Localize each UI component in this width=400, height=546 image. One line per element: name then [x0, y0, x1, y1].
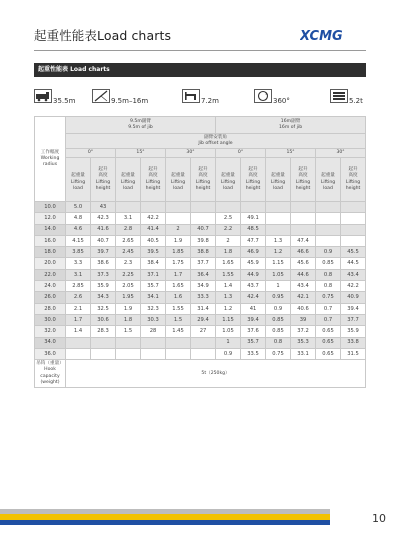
height-cell: 46.6 — [291, 247, 316, 258]
height-cell: 41.4 — [141, 224, 166, 235]
angle-header: 30° — [166, 149, 216, 158]
height-cell — [191, 348, 216, 359]
load-cell: 1.3 — [216, 292, 241, 303]
load-cell — [116, 348, 141, 359]
load-cell: 1.8 — [216, 247, 241, 258]
load-cell: 2 — [166, 224, 191, 235]
load-cell: 3.85 — [66, 247, 91, 258]
height-cell: 33.3 — [191, 292, 216, 303]
load-cell: 2.25 — [116, 269, 141, 280]
height-cell: 37.7 — [191, 258, 216, 269]
table-row — [35, 247, 366, 258]
load-cell: 1.05 — [216, 326, 241, 337]
load-cell: 0.95 — [266, 292, 291, 303]
load-cell: 1.6 — [166, 292, 191, 303]
height-cell: 46.9 — [241, 247, 266, 258]
load-cell: 0.9 — [216, 348, 241, 359]
height-cell — [341, 202, 366, 213]
height-cell: 49.1 — [241, 213, 266, 224]
load-cell — [266, 224, 291, 235]
load-cell: 0.85 — [316, 258, 341, 269]
outrigger-span-icon — [182, 89, 200, 103]
load-cell: 1.5 — [166, 314, 191, 325]
height-cell — [291, 224, 316, 235]
height-cell: 41.6 — [91, 224, 116, 235]
height-cell — [291, 213, 316, 224]
page-number: 10 — [372, 512, 386, 525]
load-cell: 0.75 — [266, 348, 291, 359]
table-row — [35, 213, 366, 224]
height-cell: 37.2 — [291, 326, 316, 337]
height-cell: 32.3 — [141, 303, 166, 314]
table-row — [35, 202, 366, 213]
height-cell: 35.7 — [141, 281, 166, 292]
load-cell: 1 — [216, 337, 241, 348]
load-cell: 1.4 — [216, 281, 241, 292]
height-cell: 45.5 — [341, 247, 366, 258]
height-cell: 43.4 — [291, 281, 316, 292]
height-cell: 44.5 — [341, 258, 366, 269]
load-cell: 1.7 — [166, 269, 191, 280]
table-row — [35, 326, 366, 337]
height-cell: 39 — [291, 314, 316, 325]
load-cell: 1.3 — [266, 235, 291, 246]
load-cell: 4.15 — [66, 235, 91, 246]
spec-value: 9.5m–16m — [111, 97, 149, 105]
height-cell: 33.1 — [291, 348, 316, 359]
height-cell: 42.2 — [341, 281, 366, 292]
height-cell: 36.4 — [191, 269, 216, 280]
lifting-load-header: 起重量 Lifting load — [166, 158, 191, 202]
height-cell: 40.7 — [191, 224, 216, 235]
counterweight-icon — [330, 89, 348, 103]
load-cell: 0.7 — [316, 303, 341, 314]
load-cell: 2.6 — [66, 292, 91, 303]
lifting-load-header: 起重量 Lifting load — [216, 158, 241, 202]
height-cell: 35.9 — [91, 281, 116, 292]
height-cell: 37.3 — [91, 269, 116, 280]
height-cell: 42.2 — [141, 213, 166, 224]
lifting-height-header: 起升 高度 Lifting height — [141, 158, 166, 202]
load-cell: 1.2 — [266, 247, 291, 258]
load-cell — [316, 213, 341, 224]
lifting-load-header: 起重量 Lifting load — [116, 158, 141, 202]
height-cell — [341, 224, 366, 235]
load-cell: 2.65 — [116, 235, 141, 246]
height-cell — [141, 202, 166, 213]
height-cell — [91, 348, 116, 359]
height-cell: 47.7 — [241, 235, 266, 246]
radius-cell: 34.0 — [35, 337, 66, 348]
load-cell: 1.95 — [116, 292, 141, 303]
load-cell — [66, 348, 91, 359]
angle-row — [35, 149, 366, 158]
radius-cell: 28.0 — [35, 303, 66, 314]
load-cell: 1 — [266, 281, 291, 292]
load-cell: 1.15 — [266, 258, 291, 269]
height-cell: 29.4 — [191, 314, 216, 325]
height-cell: 37.7 — [341, 314, 366, 325]
load-cell: 0.8 — [266, 337, 291, 348]
section-title: 起重性能表 Load charts — [38, 66, 110, 73]
hook-capacity-value: 5t（250kg） — [66, 360, 366, 388]
height-cell: 31.5 — [341, 348, 366, 359]
height-cell: 44.6 — [291, 269, 316, 280]
height-cell: 42.3 — [91, 213, 116, 224]
height-cell: 43.7 — [241, 281, 266, 292]
working-radius-header: 工作幅度 Working radius — [35, 117, 66, 202]
load-cell: 2.45 — [116, 247, 141, 258]
height-cell — [241, 202, 266, 213]
table-row — [35, 314, 366, 325]
footer-stripe-blue — [0, 520, 330, 525]
load-cell: 1.4 — [66, 326, 91, 337]
load-cell: 2.5 — [216, 213, 241, 224]
load-cell: 1.05 — [266, 269, 291, 280]
load-cell — [266, 202, 291, 213]
table-row — [35, 348, 366, 359]
load-cell: 1.9 — [166, 235, 191, 246]
boom-length-icon — [92, 89, 110, 103]
load-cell: 2 — [216, 235, 241, 246]
height-cell: 34.3 — [91, 292, 116, 303]
load-chart-table — [34, 116, 366, 388]
load-cell: 1.55 — [166, 303, 191, 314]
load-cell: 2.2 — [216, 224, 241, 235]
lifting-load-header: 起重量 Lifting load — [266, 158, 291, 202]
radius-cell: 20.0 — [35, 258, 66, 269]
spec-value: 35.5m — [53, 97, 76, 105]
radius-cell: 12.0 — [35, 213, 66, 224]
height-cell: 34.1 — [141, 292, 166, 303]
load-cell — [66, 337, 91, 348]
load-cell: 0.9 — [266, 303, 291, 314]
load-cell: 2.85 — [66, 281, 91, 292]
load-cell: 1.8 — [116, 314, 141, 325]
load-cell — [316, 235, 341, 246]
height-cell: 35.9 — [341, 326, 366, 337]
height-cell: 43 — [91, 202, 116, 213]
height-cell: 42.1 — [291, 292, 316, 303]
table-row — [35, 269, 366, 280]
radius-cell: 26.0 — [35, 292, 66, 303]
load-cell — [166, 348, 191, 359]
height-cell: 39.5 — [141, 247, 166, 258]
height-cell: 38.4 — [141, 258, 166, 269]
table-row — [35, 292, 366, 303]
height-cell: 35.3 — [291, 337, 316, 348]
load-cell: 0.8 — [316, 269, 341, 280]
load-cell: 1.9 — [116, 303, 141, 314]
load-cell: 3.3 — [66, 258, 91, 269]
jib-group-header-1: 9.5m副臂 9.5m of jib — [66, 117, 216, 134]
radius-cell: 22.0 — [35, 269, 66, 280]
rotation-icon — [254, 89, 272, 103]
table-row — [35, 303, 366, 314]
load-cell: 2.1 — [66, 303, 91, 314]
height-cell: 43.4 — [341, 269, 366, 280]
height-cell: 27 — [191, 326, 216, 337]
height-cell: 39.4 — [241, 314, 266, 325]
height-cell: 37.1 — [141, 269, 166, 280]
load-chart-body — [35, 202, 366, 360]
height-cell: 33.8 — [341, 337, 366, 348]
load-cell: 1.85 — [166, 247, 191, 258]
height-cell — [191, 213, 216, 224]
height-cell: 44.9 — [241, 269, 266, 280]
load-cell: 4.8 — [66, 213, 91, 224]
load-cell: 2.05 — [116, 281, 141, 292]
radius-cell: 18.0 — [35, 247, 66, 258]
spec-value: 360° — [273, 97, 290, 105]
load-cell: 0.75 — [316, 292, 341, 303]
radius-cell: 16.0 — [35, 235, 66, 246]
height-cell: 35.7 — [241, 337, 266, 348]
load-cell: 4.6 — [66, 224, 91, 235]
height-cell — [341, 213, 366, 224]
load-cell: 0.7 — [316, 314, 341, 325]
table-row — [35, 258, 366, 269]
height-cell — [141, 348, 166, 359]
height-cell: 42.4 — [241, 292, 266, 303]
height-cell — [141, 337, 166, 348]
lifting-height-header: 起升 高度 Lifting height — [191, 158, 216, 202]
jib-offset-header: 副臂安装角 Jib offset angle — [66, 134, 366, 149]
radius-cell: 32.0 — [35, 326, 66, 337]
table-row — [35, 235, 366, 246]
lifting-height-header: 起升 高度 Lifting height — [241, 158, 266, 202]
load-cell: 1.15 — [216, 314, 241, 325]
load-cell — [116, 202, 141, 213]
load-cell: 0.65 — [316, 337, 341, 348]
load-cell — [166, 213, 191, 224]
load-cell — [166, 202, 191, 213]
load-cell: 1.7 — [66, 314, 91, 325]
height-cell — [291, 202, 316, 213]
lifting-height-header: 起升 高度 Lifting height — [91, 158, 116, 202]
angle-header: 30° — [316, 149, 366, 158]
angle-header: 15° — [116, 149, 166, 158]
hook-capacity-label: 吊钩（重量） Hook capacity (weight) — [35, 360, 66, 388]
page-title: 起重性能表Load charts — [34, 28, 172, 43]
section-divider — [34, 76, 366, 77]
load-cell — [316, 202, 341, 213]
height-cell: 32.5 — [91, 303, 116, 314]
angle-header: 15° — [266, 149, 316, 158]
angle-header: 0° — [66, 149, 116, 158]
xcmg-logo — [300, 27, 370, 43]
height-cell: 30.6 — [91, 314, 116, 325]
load-cell: 1.75 — [166, 258, 191, 269]
height-cell — [91, 337, 116, 348]
load-cell: 1.45 — [166, 326, 191, 337]
radius-cell: 14.0 — [35, 224, 66, 235]
section-title-bar — [34, 63, 366, 76]
height-cell — [191, 202, 216, 213]
height-cell — [191, 337, 216, 348]
table-row — [35, 281, 366, 292]
lifting-load-header: 起重量 Lifting load — [66, 158, 91, 202]
radius-cell: 24.0 — [35, 281, 66, 292]
table-row — [35, 337, 366, 348]
load-cell: 1.65 — [216, 258, 241, 269]
height-cell: 47.4 — [291, 235, 316, 246]
radius-cell: 10.0 — [35, 202, 66, 213]
load-cell: 3.1 — [116, 213, 141, 224]
height-cell: 37.6 — [241, 326, 266, 337]
height-cell: 41 — [241, 303, 266, 314]
load-cell: 0.65 — [316, 348, 341, 359]
load-cell: 5.0 — [66, 202, 91, 213]
angle-header: 0° — [216, 149, 266, 158]
page-header — [0, 0, 400, 56]
height-cell: 28.3 — [91, 326, 116, 337]
load-cell — [266, 213, 291, 224]
load-cell: 1.65 — [166, 281, 191, 292]
height-cell: 30.3 — [141, 314, 166, 325]
height-cell: 33.5 — [241, 348, 266, 359]
load-cell — [166, 337, 191, 348]
load-cell — [216, 202, 241, 213]
height-cell: 31.4 — [191, 303, 216, 314]
spec-row — [34, 87, 366, 111]
height-cell: 28 — [141, 326, 166, 337]
height-cell: 45.6 — [291, 258, 316, 269]
load-cell: 2.3 — [116, 258, 141, 269]
load-cell: 3.1 — [66, 269, 91, 280]
load-cell — [116, 337, 141, 348]
load-cell: 0.85 — [266, 314, 291, 325]
load-cell: 1.55 — [216, 269, 241, 280]
load-cell: 0.85 — [266, 326, 291, 337]
height-cell: 39.4 — [341, 303, 366, 314]
radius-cell: 36.0 — [35, 348, 66, 359]
height-cell: 40.5 — [141, 235, 166, 246]
load-cell: 0.65 — [316, 326, 341, 337]
column-subheader-row — [35, 158, 366, 202]
height-cell: 40.6 — [291, 303, 316, 314]
jib-group-header-2: 16m副臂 16m of jib — [216, 117, 366, 134]
load-cell: 0.8 — [316, 281, 341, 292]
logo-text: XCMG — [300, 29, 343, 43]
hook-capacity-row — [35, 360, 366, 388]
height-cell: 40.9 — [341, 292, 366, 303]
height-cell: 45.9 — [241, 258, 266, 269]
height-cell: 38.8 — [191, 247, 216, 258]
height-cell: 48.5 — [241, 224, 266, 235]
height-cell: 40.7 — [91, 235, 116, 246]
height-cell: 39.8 — [191, 235, 216, 246]
lifting-load-header: 起重量 Lifting load — [316, 158, 341, 202]
spec-value: 5.2t — [349, 97, 363, 105]
radius-cell: 30.0 — [35, 314, 66, 325]
truck-icon — [34, 89, 52, 103]
load-cell: 1.2 — [216, 303, 241, 314]
height-cell: 34.9 — [191, 281, 216, 292]
height-cell — [341, 235, 366, 246]
height-cell: 38.6 — [91, 258, 116, 269]
height-cell: 39.7 — [91, 247, 116, 258]
lifting-height-header: 起升 高度 Lifting height — [341, 158, 366, 202]
spec-value: 7.2m — [201, 97, 219, 105]
load-cell: 2.8 — [116, 224, 141, 235]
load-cell: 0.9 — [316, 247, 341, 258]
load-cell — [316, 224, 341, 235]
table-row — [35, 224, 366, 235]
header-divider — [34, 50, 366, 51]
load-cell: 1.5 — [116, 326, 141, 337]
lifting-height-header: 起升 高度 Lifting height — [291, 158, 316, 202]
